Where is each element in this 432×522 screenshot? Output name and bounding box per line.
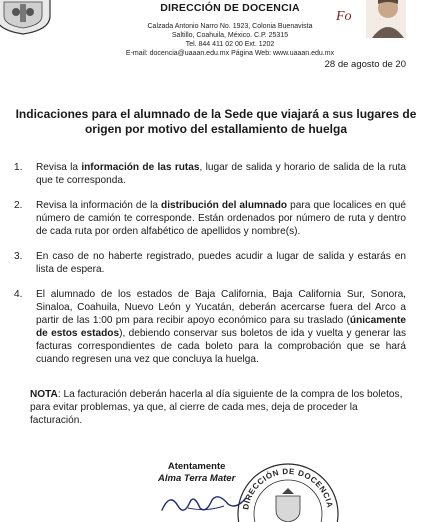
item-text: ), debiendo conservar sus boletos de ida y vuelta y generar las facturas correspondientes de cada boleto para la comprobación que se hará cuando regresen una vez que concluya la huelga. — [36, 328, 407, 365]
item-text: Revisa la información de la — [36, 200, 162, 211]
list-item — [14, 199, 406, 238]
note-paragraph — [30, 388, 410, 427]
right-logo-text: Fo — [336, 9, 352, 24]
sign-off: Atentamente — [167, 461, 226, 472]
list-item — [14, 161, 406, 187]
item-text: El alumnado de los estados de Baja California, Baja California Sur, Sonora, Sinaloa, Coahuila, Nuevo León y Yucatán, deberán acercarse fuera del Arco a partir de las 1:00 pm para recibir apoyo económico para su traslado ( — [36, 289, 406, 326]
item-number: 4. — [14, 289, 23, 300]
note-label: NOTA — [30, 389, 58, 400]
closing-block — [158, 461, 235, 485]
item-number: 2. — [14, 200, 23, 211]
portrait-logo — [328, 0, 406, 38]
motto: Alma Terra Mater — [158, 473, 236, 484]
item-number: 3. — [14, 251, 23, 262]
document-date: 28 de agosto de 20 — [324, 59, 406, 70]
seal-text: DIRECCIÓN DE DOCENCIA — [241, 466, 335, 511]
item-text: En caso de no haberte registrado, puedes acudir a lugar de salida y estarás en lista de espera. — [36, 251, 406, 275]
address-line: Saltillo, Coahuila, México. C.P. 25315 — [171, 32, 289, 39]
item-text: Revisa la — [36, 162, 82, 173]
item-text: para que localices en qué número de camión te corresponde. Están ordenados por número de ruta y dentro de cada ruta por orden alfabético de apellidos y nombre(s). — [36, 200, 406, 237]
signature — [158, 488, 248, 516]
contact-line: E-mail: docencia@uaaan.edu.mx Página Web: www.uaaan.edu.mx — [125, 50, 335, 57]
title-line: origen por motivo del estallamiento de huelga — [84, 122, 348, 136]
list-item — [14, 288, 406, 366]
title-line: Indicaciones para el alumnado de la Sede que viajará a sus lugares de — [15, 107, 417, 121]
address-line: Calzada Antonio Narro No. 1923, Colonia Buenavista — [147, 23, 313, 30]
item-highlight: únicamente de estos estados — [36, 315, 406, 339]
university-crest-logo — [0, 0, 54, 34]
list-item — [14, 250, 406, 276]
item-highlight: información de las rutas — [81, 162, 200, 173]
note-text: : La facturación deberán hacerla al día siguiente de la compra de los boletos, para evitar problemas, ya que, al cierre de cada mes, deja de proceder la facturación. — [30, 389, 403, 426]
item-number: 1. — [14, 162, 23, 173]
item-highlight: distribución del alumnado — [161, 200, 288, 211]
org-title: DIRECCIÓN DE DOCENCIA — [160, 2, 300, 14]
phone-line: Tel. 844 411 02 00 Ext. 1202 — [185, 41, 275, 48]
instruction-list — [14, 161, 406, 378]
item-text: , lugar de salida y horario de salida de la ruta que te corresponda. — [36, 162, 406, 186]
document-title — [0, 107, 432, 137]
